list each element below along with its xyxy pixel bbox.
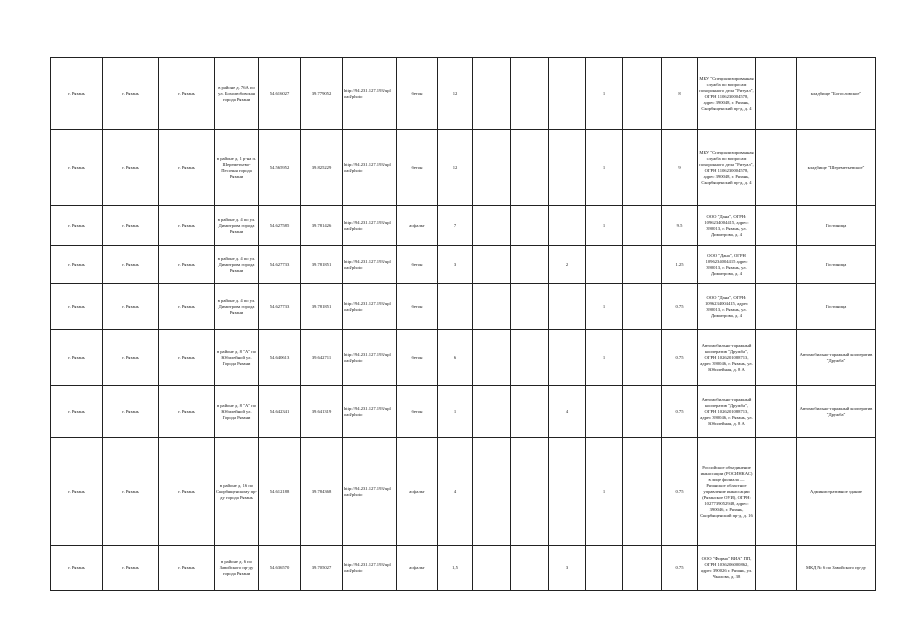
bunkers-cell (511, 438, 549, 546)
notes-cell (756, 386, 797, 438)
bunkers-cell (511, 246, 549, 284)
owner-cell: ООО "Дана", ОГРН: 1096234004415, адрес 390013, г. Рязань, ул. Димитрова, д. 4 (698, 284, 756, 330)
source-cell: Автомобильно-гаражный кооператив "Дружба" (797, 330, 876, 386)
table-row (51, 546, 876, 591)
settlement-cell: г. Рязань (103, 438, 159, 546)
settlement-cell: г. Рязань (103, 546, 159, 591)
containers-planned-cell (473, 130, 511, 206)
containers-planned-cell (473, 284, 511, 330)
longitude-cell: 39.825229 (301, 130, 343, 206)
photo-url-cell: http://94.231.127.193/upl oad/photo (343, 546, 397, 591)
address-cell: в районе д. 4 по ул. Димитрова города Рязани (215, 284, 259, 330)
settlement-cell: г. Рязань (103, 330, 159, 386)
containers-count-cell (549, 438, 586, 546)
locality-cell: г. Рязань (51, 386, 103, 438)
district-cell: г. Рязань (159, 246, 215, 284)
address-cell: в районе д. 76А по ул. Бохолюбовская города Рязани (215, 58, 259, 130)
source-cell: кладбище "Шереметьевское" (797, 130, 876, 206)
containers-placed-cell (586, 246, 623, 284)
longitude-cell: 39.781851 (301, 284, 343, 330)
latitude-cell: 54.616027 (259, 58, 301, 130)
containers-placed-cell: 1 (586, 284, 623, 330)
source-cell: кладбище "Богословское" (797, 58, 876, 130)
volume-cell: 0.75 (662, 546, 698, 591)
latitude-cell: 54.640613 (259, 330, 301, 386)
owner-cell: ООО "Дана", ОГРН: 1096234004415, адрес: 390013, г. Рязань, ул. Димитрова, д. 4 (698, 206, 756, 246)
surface-cell: бетон (397, 330, 438, 386)
longitude-cell: 39.641319 (301, 386, 343, 438)
volume-cell: 9 (662, 130, 698, 206)
containers-count-cell: 2 (549, 246, 586, 284)
source-cell: Автомобильно-гаражный кооператив "Дружба" (797, 386, 876, 438)
containers-placed-cell: 1 (586, 206, 623, 246)
address-cell: в районе д. 16 по Скорбященскому пр-ду города Рязань (215, 438, 259, 546)
notes-cell (756, 130, 797, 206)
table-row (51, 130, 876, 206)
surface-cell: бетон (397, 58, 438, 130)
containers-count-cell: 4 (549, 386, 586, 438)
photo-url-cell: http://94.231.127.193/upl oad/photo (343, 206, 397, 246)
longitude-cell: 39.784368 (301, 438, 343, 546)
surface-cell: асфальт (397, 546, 438, 591)
district-cell: г. Рязань (159, 386, 215, 438)
district-cell: г. Рязань (159, 206, 215, 246)
district-cell: г. Рязань (159, 58, 215, 130)
locality-cell: г. Рязань (51, 206, 103, 246)
latitude-cell: 54.627733 (259, 246, 301, 284)
address-cell: в районе д. 4 по ул. Димитрова города Рязани (215, 246, 259, 284)
district-cell: г. Рязань (159, 284, 215, 330)
surface-cell: бетон (397, 386, 438, 438)
locality-cell: г. Рязань (51, 546, 103, 591)
settlement-cell: г. Рязань (103, 130, 159, 206)
table-row (51, 386, 876, 438)
area-cell: 4 (438, 438, 473, 546)
source-cell: Гостиница (797, 284, 876, 330)
latitude-cell: 54.627585 (259, 206, 301, 246)
containers-placed-cell: 1 (586, 58, 623, 130)
extra-cell (623, 438, 662, 546)
notes-cell (756, 284, 797, 330)
owner-cell: МБУ "Специализированная служба по вопросам похоронного дела "Ритуал", ОГРН 1106230004578, адрес 390048, г. Рязань, Скорбященский пр-д, д. 4 (698, 58, 756, 130)
containers-planned-cell (473, 546, 511, 591)
containers-count-cell (549, 206, 586, 246)
photo-url-cell: http://94.231.127.193/upl oad/photo (343, 246, 397, 284)
notes-cell (756, 206, 797, 246)
notes-cell (756, 330, 797, 386)
surface-cell: бетон (397, 284, 438, 330)
containers-count-cell (549, 130, 586, 206)
photo-url-cell: http://94.231.127.193/upl oad/photo (343, 438, 397, 546)
surface-cell: асфальт (397, 438, 438, 546)
table-row (51, 438, 876, 546)
photo-url-cell: http://94.231.127.193/upl oad/photo (343, 386, 397, 438)
locality-cell: г. Рязань (51, 130, 103, 206)
settlement-cell: г. Рязань (103, 284, 159, 330)
area-cell: 1 (438, 386, 473, 438)
area-cell: 1,5 (438, 546, 473, 591)
notes-cell (756, 546, 797, 591)
table-row (51, 330, 876, 386)
owner-cell: ООО "Фирма" ВИА" ПП, ОГРН 1036206000862, адрес 390026 г. Рязань, ул. Чкалова, д. 38 (698, 546, 756, 591)
area-cell (438, 284, 473, 330)
containers-planned-cell (473, 386, 511, 438)
surface-cell: бетон (397, 130, 438, 206)
district-cell: г. Рязань (159, 130, 215, 206)
latitude-cell: 54.627733 (259, 284, 301, 330)
latitude-cell: 54.612188 (259, 438, 301, 546)
extra-cell (623, 386, 662, 438)
containers-placed-cell (586, 546, 623, 591)
volume-cell: 0.75 (662, 284, 698, 330)
locality-cell: г. Рязань (51, 284, 103, 330)
longitude-cell: 39.781426 (301, 206, 343, 246)
containers-placed-cell: 1 (586, 438, 623, 546)
longitude-cell: 39.779052 (301, 58, 343, 130)
containers-count-cell (549, 284, 586, 330)
containers-planned-cell (473, 246, 511, 284)
owner-cell: Автомобильно-гаражный кооператив "Дружба", ОГРН 1026201088713, адрес 390046, г. Рязань, ул. Юбилейная, д. 8 А (698, 386, 756, 438)
longitude-cell: 39.781851 (301, 246, 343, 284)
area-cell: 12 (438, 58, 473, 130)
volume-cell: 0.75 (662, 330, 698, 386)
area-cell: 12 (438, 130, 473, 206)
containers-placed-cell: 1 (586, 130, 623, 206)
bunkers-cell (511, 130, 549, 206)
latitude-cell: 54.565952 (259, 130, 301, 206)
latitude-cell: 54.636570 (259, 546, 301, 591)
volume-cell: 1.25 (662, 246, 698, 284)
notes-cell (756, 246, 797, 284)
volume-cell: 0.75 (662, 386, 698, 438)
address-cell: в районе д. 6 по Завойского пр-ду города Рязани (215, 546, 259, 591)
district-cell: г. Рязань (159, 438, 215, 546)
longitude-cell: 39.705027 (301, 546, 343, 591)
surface-cell: асфальт (397, 206, 438, 246)
photo-url-cell: http://94.231.127.193/upl oad/photo (343, 284, 397, 330)
waste-sites-table (50, 57, 876, 591)
bunkers-cell (511, 546, 549, 591)
bunkers-cell (511, 206, 549, 246)
volume-cell: 9.5 (662, 206, 698, 246)
extra-cell (623, 130, 662, 206)
containers-placed-cell (586, 386, 623, 438)
volume-cell: 8 (662, 58, 698, 130)
settlement-cell: г. Рязань (103, 386, 159, 438)
source-cell: Административное здание (797, 438, 876, 546)
address-cell: в районе д. 4 по ул. Димитрова города Рязани (215, 206, 259, 246)
address-cell: в районе д. 8 "А" по Юбилейной ул. Города Рязани (215, 386, 259, 438)
district-cell: г. Рязань (159, 546, 215, 591)
notes-cell (756, 438, 797, 546)
bunkers-cell (511, 284, 549, 330)
extra-cell (623, 284, 662, 330)
extra-cell (623, 58, 662, 130)
extra-cell (623, 206, 662, 246)
source-cell: МКД № 6 по Завойского пр-ду (797, 546, 876, 591)
bunkers-cell (511, 386, 549, 438)
settlement-cell: г. Рязань (103, 58, 159, 130)
photo-url-cell: http://94.231.127.193/upl oad/photo (343, 58, 397, 130)
owner-cell: Автомобильно-гаражный кооператив "Дружба", ОГРН 1026201088713, адрес 390046, г. Рязань, ул. Юбилейная, д. 8 А (698, 330, 756, 386)
locality-cell: г. Рязань (51, 246, 103, 284)
table-row (51, 246, 876, 284)
photo-url-cell: http://94.231.127.193/upl oad/photo (343, 330, 397, 386)
containers-planned-cell (473, 58, 511, 130)
bunkers-cell (511, 330, 549, 386)
containers-count-cell: 3 (549, 546, 586, 591)
area-cell: 3 (438, 246, 473, 284)
containers-count-cell (549, 58, 586, 130)
address-cell: в районе д. 8 "А" по Юбилейной ул. Города Рязани (215, 330, 259, 386)
address-cell: в районе д. 1 р-на п. Шереметьево-Песочня города Рязани (215, 130, 259, 206)
district-cell: г. Рязань (159, 330, 215, 386)
locality-cell: г. Рязань (51, 438, 103, 546)
surface-cell: бетон (397, 246, 438, 284)
containers-placed-cell: 1 (586, 330, 623, 386)
owner-cell: МБУ "Специализированная служба по вопросам похоронного дела "Ритуал", ОГРН 1106230004578, адрес 390048, г. Рязань, Скорбященский пр-д, д. 4 (698, 130, 756, 206)
table-row (51, 206, 876, 246)
settlement-cell: г. Рязань (103, 206, 159, 246)
area-cell: 7 (438, 206, 473, 246)
bunkers-cell (511, 58, 549, 130)
locality-cell: г. Рязань (51, 58, 103, 130)
source-cell: Гостиница (797, 206, 876, 246)
photo-url-cell: http://94.231.127.193/upl oad/photo (343, 130, 397, 206)
containers-count-cell (549, 330, 586, 386)
settlement-cell: г. Рязань (103, 246, 159, 284)
extra-cell (623, 330, 662, 386)
table-row (51, 284, 876, 330)
extra-cell (623, 246, 662, 284)
table-row (51, 58, 876, 130)
source-cell: Гостиница (797, 246, 876, 284)
containers-planned-cell (473, 438, 511, 546)
longitude-cell: 39.642711 (301, 330, 343, 386)
notes-cell (756, 58, 797, 130)
latitude-cell: 54.642341 (259, 386, 301, 438)
owner-cell: ООО "Дана", ОГРН 1096234004415 адрес 390013, г. Рязань, ул. Димитрова, д. 4 (698, 246, 756, 284)
volume-cell: 0.75 (662, 438, 698, 546)
locality-cell: г. Рязань (51, 330, 103, 386)
extra-cell (623, 546, 662, 591)
containers-planned-cell (473, 206, 511, 246)
containers-planned-cell (473, 330, 511, 386)
owner-cell: Российское объединение инкассации (РОСИНКАС) в лице филиала — Рязанское областное управление инкассации (Рязанское ОУИ), ОГРН: 1027739052948, адрес: 390046, г. Рязань, Скорбященский пр-д, д. 16 (698, 438, 756, 546)
area-cell: 6 (438, 330, 473, 386)
